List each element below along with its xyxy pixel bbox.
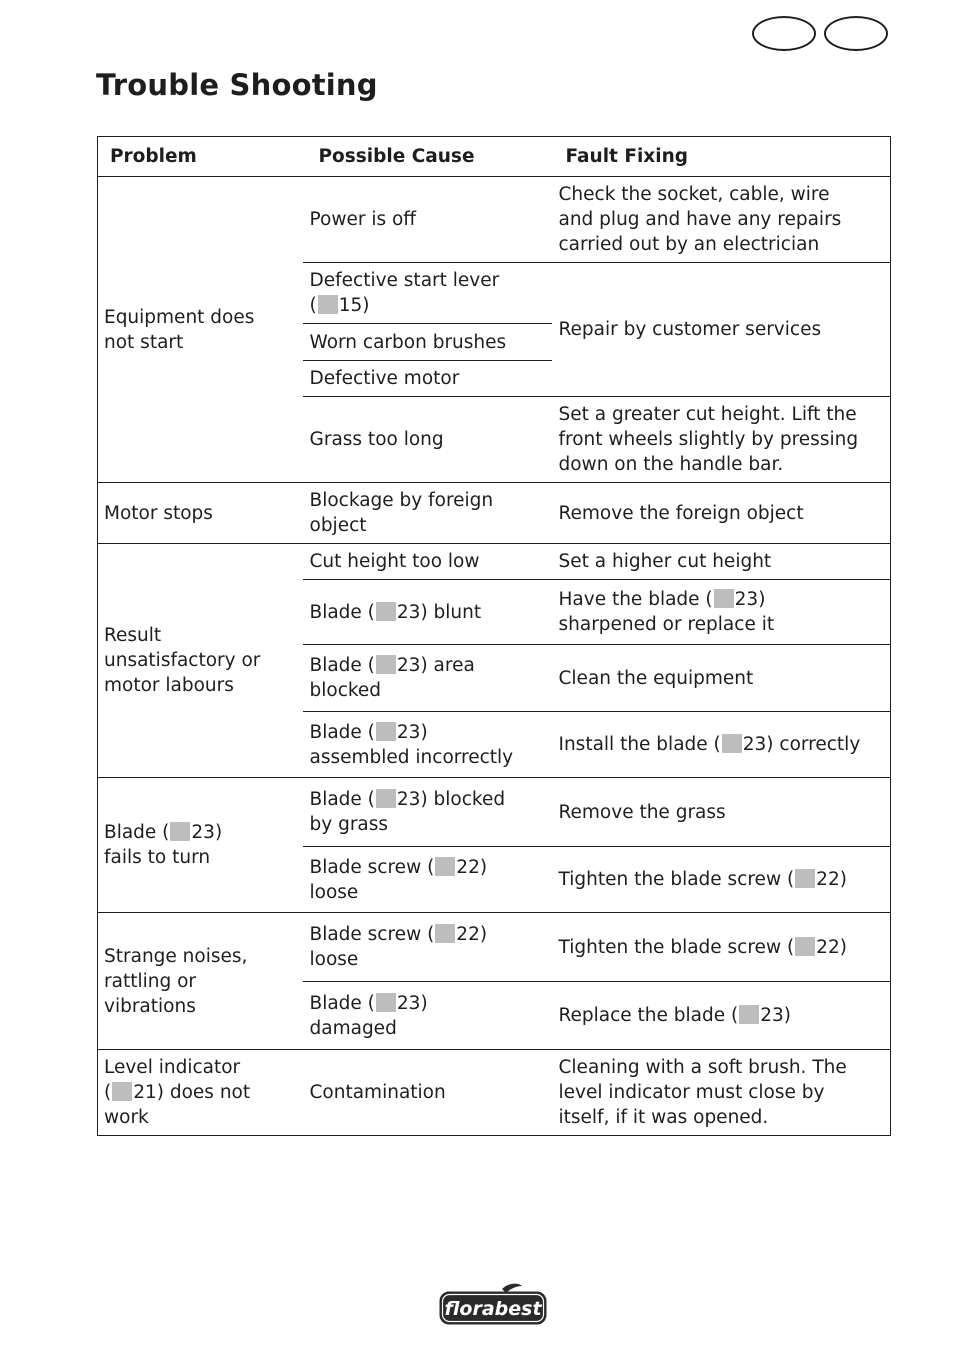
cause-text: Blade (: [309, 789, 375, 810]
problem-cell: [98, 778, 303, 913]
fix-text: 23): [760, 1005, 792, 1026]
fix-cell: [552, 1050, 891, 1136]
problem-cell: Motor stops: [98, 483, 303, 544]
fix-line: Check the socket, cable, wire: [558, 184, 830, 205]
problem-line: motor labours: [104, 675, 234, 696]
fix-cell: [552, 177, 891, 263]
cause-cell: [303, 712, 552, 778]
cause-text: Blade (: [309, 721, 375, 743]
troubleshooting-table: [97, 136, 891, 1136]
grey-square-figure-ref-icon: [714, 589, 734, 608]
cause-cell: [303, 847, 552, 913]
grey-square-figure-ref-icon: [318, 295, 338, 314]
cause-cell: Grass too long: [303, 397, 552, 483]
cause-text: 23) blunt: [396, 601, 482, 623]
problem-line: work: [104, 1107, 149, 1128]
problem-cell: [98, 913, 303, 1050]
cause-cell: Contamination: [309, 1082, 446, 1103]
problem-text: Blade (: [104, 822, 170, 843]
cause-text: Blade screw (: [309, 924, 435, 945]
fix-cell: Remove the foreign object: [552, 483, 891, 544]
problem-text: 21) does not: [133, 1082, 251, 1103]
fix-cell: Remove the grass: [552, 778, 891, 847]
cause-line: Blockage by foreign: [309, 490, 494, 511]
cause-line: blocked: [309, 680, 382, 701]
problem-line: unsatisfactory or: [104, 650, 261, 671]
fix-cell: [552, 913, 891, 982]
fix-text: Have the blade (: [558, 589, 713, 610]
cause-text: Blade (: [309, 992, 375, 1014]
fix-cell: Set a higher cut height: [552, 544, 891, 580]
cause-cell: Power is off: [303, 177, 552, 263]
cause-text: 23): [396, 992, 428, 1014]
grey-square-figure-ref-icon: [376, 602, 396, 621]
table-row: [98, 544, 891, 580]
problem-text: (: [104, 1082, 112, 1103]
grey-square-figure-ref-icon: [112, 1082, 132, 1101]
table-row: [98, 1050, 891, 1136]
cause-line: by grass: [309, 814, 389, 835]
fix-text: Tighten the blade screw (: [558, 936, 795, 958]
cause-text: 22): [456, 856, 488, 878]
fix-text: 22): [816, 936, 847, 958]
table-row: [98, 778, 891, 847]
cause-cell: Defective motor: [303, 361, 552, 397]
fix-text: Replace the blade (: [558, 1005, 739, 1026]
cause-cell: [303, 645, 552, 712]
cause-cell: Worn carbon brushes: [303, 324, 552, 361]
cause-cell: [303, 982, 552, 1050]
grey-square-figure-ref-icon: [795, 869, 815, 888]
cause-line: damaged: [309, 1017, 397, 1039]
problem-line: vibrations: [104, 995, 196, 1017]
fix-line: and plug and have any repairs: [558, 209, 842, 230]
page-title: Trouble Shooting: [96, 68, 378, 102]
cause-ref: 15): [338, 295, 370, 316]
problem-line: Equipment does: [104, 306, 255, 328]
fix-line: down on the handle bar.: [558, 454, 784, 475]
fix-cell: [552, 712, 891, 778]
cause-cell: Cut height too low: [303, 544, 552, 580]
fix-line: front wheels slightly by pressing: [558, 429, 859, 450]
grey-square-figure-ref-icon: [739, 1005, 759, 1024]
problem-cell: [98, 1050, 303, 1136]
grey-square-figure-ref-icon: [376, 655, 396, 674]
fix-cell: [552, 397, 891, 483]
cause-text: 22): [456, 924, 488, 945]
fix-line: carried out by an electrician: [558, 234, 820, 255]
grey-square-figure-ref-icon: [170, 822, 190, 841]
fix-text: 23) correctly: [742, 734, 861, 755]
cause-line: loose: [309, 949, 359, 970]
cause-text: 23) blocked: [396, 789, 506, 810]
grey-square-figure-ref-icon: [722, 734, 742, 753]
fix-line: Set a greater cut height. Lift the: [558, 404, 857, 425]
fix-line: level indicator must close by: [558, 1082, 825, 1103]
problem-line: Level indicator: [104, 1057, 241, 1078]
header-fix: Fault Fixing: [552, 137, 891, 177]
table-row: [98, 913, 891, 982]
fix-line: itself, if it was opened.: [558, 1107, 769, 1128]
fix-cell: [552, 847, 891, 913]
problem-text: 23): [191, 822, 223, 843]
problem-line: Strange noises,: [104, 945, 248, 967]
fix-cell: Clean the equipment: [552, 645, 891, 712]
logo-text: florabest: [444, 1298, 542, 1320]
florabest-logo: [438, 1283, 548, 1327]
cause-text: Blade (: [309, 601, 375, 623]
table-row: [98, 483, 891, 544]
cause-cell: Defective start lever ( 15): [303, 263, 552, 324]
grey-square-figure-ref-icon: [376, 993, 396, 1012]
fix-text: Tighten the blade screw (: [558, 869, 795, 890]
cause-text: 23): [396, 721, 428, 743]
cause-cell: [303, 778, 552, 847]
cause-text: Blade screw (: [309, 856, 435, 878]
header-problem: Problem: [98, 137, 303, 177]
language-oval-right: [824, 16, 888, 51]
language-ovals: [752, 16, 892, 54]
table-row: [98, 177, 891, 263]
cause-cell: [303, 913, 552, 982]
language-oval-left: [752, 16, 816, 51]
fix-cell: Repair by customer services: [552, 263, 891, 397]
fix-line: Cleaning with a soft brush. The: [558, 1057, 847, 1078]
fix-cell: [552, 580, 891, 645]
cause-line: Defective start lever: [309, 270, 500, 291]
fix-text: 23): [734, 589, 766, 610]
grey-square-figure-ref-icon: [376, 722, 396, 741]
problem-line: Result: [104, 625, 162, 646]
cause-line: loose: [309, 881, 359, 903]
grey-square-figure-ref-icon: [376, 789, 396, 808]
cause-text: Blade (: [309, 655, 375, 676]
fix-cell: [552, 982, 891, 1050]
cause-line: object: [309, 515, 367, 536]
problem-cell: [98, 544, 303, 778]
header-cause: Possible Cause: [303, 137, 552, 177]
table-header-row: [98, 137, 891, 177]
cause-cell: [303, 483, 552, 544]
problem-line: not start: [104, 331, 184, 353]
cause-line: assembled incorrectly: [309, 746, 514, 768]
cause-text: 23) area: [396, 655, 475, 676]
grey-square-figure-ref-icon: [795, 937, 815, 956]
fix-text: 22): [816, 869, 847, 890]
problem-line: fails to turn: [104, 847, 211, 868]
grey-square-figure-ref-icon: [435, 857, 455, 876]
problem-line: rattling or: [104, 970, 197, 992]
cause-cell: [303, 580, 552, 645]
fix-line: sharpened or replace it: [558, 614, 775, 635]
problem-cell: [98, 177, 303, 483]
grey-square-figure-ref-icon: [435, 924, 455, 943]
fix-text: Install the blade (: [558, 734, 721, 755]
